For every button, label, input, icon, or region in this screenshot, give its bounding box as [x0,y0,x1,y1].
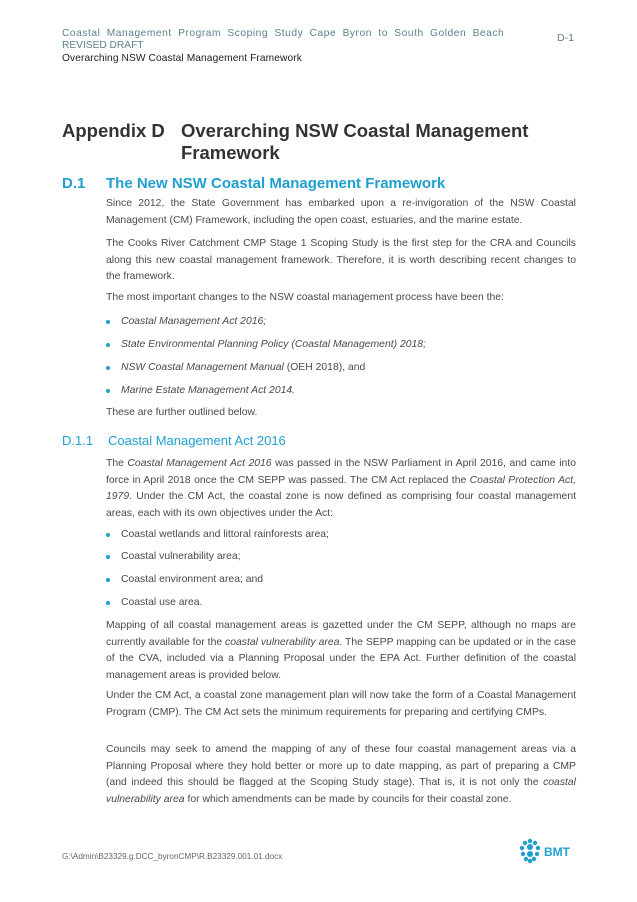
subsection-paragraph-2: Mapping of all coastal management areas is gazetted under the CM SEPP, although no maps are currently available for the coastal vulnerability area. The SEPP mapping can be updated or in the case of the CVA, included via a Planning Proposal under the EPA Act. Further definition of the coastal management areas is provided below. [106,620,577,681]
section-heading [62,175,446,192]
bullet-icon [106,601,110,605]
header-draft-status: REVISED DRAFT [62,40,144,51]
subsection-title: Coastal Management Act 2016 [108,433,286,448]
bullet-icon [106,320,110,324]
header-chapter-title: Overarching NSW Coastal Management Framework [62,53,302,64]
bullet-icon [106,578,110,582]
bullet-icon [106,366,110,370]
page-number: D-1 [557,32,574,44]
section-closing: These are further outlined below. [106,407,258,418]
section-number: D.1 [62,175,86,192]
appendix-title: Overarching NSW Coastal Management Framework [181,120,529,163]
bullet-icon [106,343,110,347]
header-project-title: Coastal Management Program Scoping Study Cape Byron to South Golden Beach [62,28,505,39]
bmt-logo-mark-icon [520,839,540,863]
subsection-paragraph-3: Under the CM Act, a coastal zone management plan will now take the form of a Coastal Management Program (CMP). The CM Act sets the minimum requirements for preparing and certifying CMPs. [106,690,576,718]
subsection-heading [62,433,286,448]
section-paragraph-3: The most important changes to the NSW coastal management process have been the: [106,292,504,303]
bmt-logo [515,836,585,868]
bullet-icon [106,555,110,559]
bullet-icon [106,389,110,393]
bmt-logo-text: BMT [544,845,570,859]
subsection-paragraph-4: Councils may seek to amend the mapping of any of these four coastal management areas via a Planning Proposal where they hold better or more up to date mapping, as part of preparing a CMP (and indeed this should be flagged at the Scoping Study stage). That is, it is not only the coastal vulnerability area for which amendments can be made by councils for their coastal zone. [106,744,576,805]
section-title: The New NSW Coastal Management Framework [106,175,446,192]
running-header [62,28,582,65]
subsection-paragraph-1: The Coastal Management Act 2016 was passed in the NSW Parliament in April 2016, and came into force in April 2018 once the CM SEPP was passed. The CM Act replaced the Coastal Protection Act, 1979. Under the CM Act, the coastal zone is now defined as comprising four coastal management areas, each with its own objectives under the Act: [106,458,576,519]
bullet-icon [106,533,110,537]
appendix-label: Appendix D [62,120,165,141]
subsection-number: D.1.1 [62,433,94,448]
section-paragraph-1: Since 2012, the State Government has embarked upon a re-invigoration of the NSW Coastal Management (CM) Framework, including the open coast, estuaries, and the marine estate. [106,198,576,226]
footer-file-path: G:\Admin\B23329.g.DCC_byronCMP\R.B23329.001.01.docx [62,852,283,861]
section-paragraph-2: The Cooks River Catchment CMP Stage 1 Scoping Study is the first step for the CRA and Councils along this new coastal management framework. Therefore, it is worth describing recent changes to the framework. [106,238,576,282]
